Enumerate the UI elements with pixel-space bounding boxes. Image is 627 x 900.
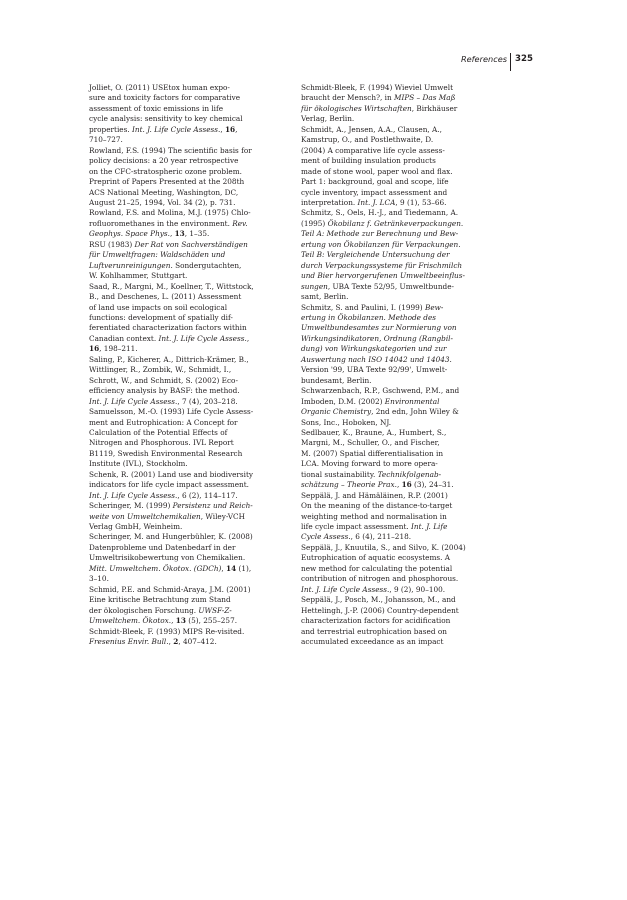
reference-entry (301, 595, 508, 647)
reference-text: August 21–25, 1994, Vol. 34 (2), p. 731. (89, 197, 236, 207)
reference-line (301, 522, 508, 532)
reference-text: (1995) (301, 218, 328, 228)
reference-line (89, 187, 294, 198)
reference-text: efficiency analysis by BASF: the method. (89, 386, 240, 396)
reference-text: Schmitz, S., Oels, H.-J., and Tiedemann, A. (301, 208, 459, 218)
italic-text: ertung in Ökobilanzen. Methode des (301, 312, 437, 322)
reference-line (89, 135, 294, 145)
reference-entry (89, 282, 294, 355)
reference-text: characterization factors for acidification (301, 616, 451, 626)
reference-text: Calculation of the Potential Effects of (89, 427, 228, 437)
italic-text: Luftverunreinigungen (89, 260, 171, 270)
reference-line (89, 542, 294, 553)
reference-line (301, 407, 508, 417)
reference-line (301, 103, 508, 114)
reference-line (89, 218, 294, 229)
reference-line (301, 396, 508, 407)
reference-line (301, 187, 508, 198)
italic-text: Wirkungsindikatoren, Ordnung (Rangbil- (301, 333, 453, 343)
reference-line (301, 417, 508, 428)
reference-line (301, 427, 508, 438)
reference-entry (301, 491, 508, 543)
reference-text: made of stone wool, paper wool and flax. (301, 166, 453, 176)
reference-text: , (220, 124, 225, 134)
reference-text: and terrestrial eutrophication based on (301, 626, 447, 636)
reference-entry (89, 240, 294, 282)
italic-text: für ökologisches Wirtschaften (301, 103, 412, 113)
reference-text: , 407–412. (178, 637, 217, 647)
italic-text: MIPS – Das Maß (393, 93, 456, 103)
reference-text: , 6 (2), 114–117. (177, 490, 238, 500)
reference-line (89, 197, 294, 208)
reference-entry (89, 208, 294, 239)
reference-line (301, 135, 508, 145)
italic-text: Teil B: Vergleichende Untersuchung der (301, 250, 450, 260)
italic-text: Ökobilanz f. Getränkeverpackungen. (327, 218, 464, 228)
reference-text: , UBA Texte 52/95, Umweltbunde- (327, 281, 454, 291)
reference-text: Canadian context. (89, 333, 159, 343)
italic-text: Int. J. LCA (357, 197, 396, 207)
bold-volume: 16 (401, 480, 412, 490)
reference-line (301, 323, 508, 333)
reference-text: Part 1: background, goal and scope, life (301, 177, 449, 187)
reference-text: , (171, 616, 176, 626)
reference-line (301, 156, 508, 166)
reference-text: Eine kritische Betrachtung zum Stand (89, 595, 231, 605)
reference-line (89, 354, 294, 365)
reference-text: , (235, 124, 238, 134)
reference-line (301, 501, 508, 511)
reference-line (301, 344, 508, 354)
reference-line (301, 114, 508, 124)
reference-line (301, 354, 508, 365)
reference-text: rofluoromethanes in the environment. (89, 218, 233, 228)
bold-volume: 14 (226, 563, 237, 573)
italic-text: schätzung – Theorie Prax. (301, 480, 397, 490)
reference-line (301, 229, 508, 239)
reference-line (301, 197, 508, 208)
reference-entry (301, 125, 508, 209)
reference-line (89, 375, 294, 386)
reference-text: (2004) A comparative life cycle assess- (301, 145, 445, 155)
bold-volume: 16 (89, 344, 100, 354)
reference-text: Imboden, D.M. (2002) (301, 396, 385, 406)
reference-line (301, 271, 508, 281)
reference-text: , (168, 637, 174, 647)
reference-line (301, 595, 508, 605)
reference-entry (89, 470, 294, 501)
italic-text: und Bier hervorgerufenen Umweltbeeinflus- (301, 271, 465, 281)
italic-text: Umweltbundesamtes zur Normierung von (301, 323, 457, 333)
bold-volume: 2 (173, 637, 179, 647)
reference-text: 710–727. (89, 135, 123, 145)
reference-text: Schmidt-Bleek, F. (1994) Wieviel Umwelt (301, 83, 453, 92)
reference-text: , 9 (2), 90–100. (389, 584, 446, 594)
reference-text: on the CFC-stratospheric ozone problem. (89, 166, 242, 176)
italic-text: Geophys. Space Phys. (89, 229, 170, 239)
reference-line (89, 156, 294, 166)
reference-text: tional sustainability. (301, 469, 378, 479)
reference-line (89, 177, 294, 187)
references-right-column (301, 83, 508, 647)
reference-line (301, 574, 508, 584)
reference-text: ferentiated characterization factors within (89, 323, 247, 333)
italic-text: Int. J. Life Cycle Assess. (158, 333, 247, 343)
reference-entry (301, 386, 508, 428)
reference-line (89, 616, 294, 626)
bold-volume: 13 (175, 616, 186, 626)
reference-line (89, 563, 294, 574)
reference-text: Umweltrisikobewertung von Chemikalien. (89, 553, 246, 563)
italic-text: Int. J. Life Cycle Assess. (89, 490, 178, 500)
reference-text: , 6 (4), 211–218. (350, 532, 412, 542)
reference-entry (301, 428, 508, 491)
reference-line (89, 574, 294, 584)
reference-text: policy decisions: a 20 year retrospective (89, 156, 239, 166)
reference-line (89, 407, 294, 417)
reference-line (301, 532, 508, 542)
page-number: 325 (515, 54, 533, 64)
reference-line (301, 375, 508, 386)
reference-text: functions: development of spatially dif- (89, 312, 233, 322)
italic-text: Auswertung nach ISO 14042 und 14043. (301, 354, 452, 364)
reference-entry (89, 407, 294, 470)
reference-line (89, 250, 294, 260)
reference-line (301, 145, 508, 156)
reference-line (301, 250, 508, 260)
reference-line (89, 114, 294, 124)
reference-line (89, 281, 294, 292)
reference-line (301, 166, 508, 177)
reference-line (301, 553, 508, 563)
italic-text: ertung von Ökobilanzen für Verpackungen. (301, 239, 461, 249)
reference-text: Hettelingh, J.-P. (2006) Country-dependent (301, 605, 459, 615)
reference-text: Datenprobleme und Datenbedarf in der (89, 542, 236, 552)
reference-entry (89, 355, 294, 407)
reference-text: , 7 (4), 203–218. (177, 396, 238, 406)
italic-text: Int. J. Life (411, 522, 448, 532)
italic-text: Organic Chemistry (301, 407, 372, 417)
reference-text: Seppälä, J., Posch, M., Johansson, M., and (301, 595, 456, 605)
reference-entry (301, 208, 508, 302)
reference-text: ment and Eutrophication: A Concept for (89, 417, 238, 427)
reference-entry (301, 83, 508, 125)
reference-text: Scheringer, M. (1999) (89, 501, 173, 511)
reference-line (89, 166, 294, 177)
section-title: References (460, 54, 507, 64)
reference-line (89, 490, 294, 501)
italic-text: Persistenz und Reich- (172, 501, 253, 511)
reference-text: indicators for life cycle impact assessment. (89, 480, 249, 490)
reference-line (89, 459, 294, 469)
bold-volume: 13 (174, 229, 185, 239)
reference-line (301, 542, 508, 553)
reference-text: Schmidt, A., Jensen, A.A., Clausen, A., (301, 124, 442, 134)
reference-line (89, 124, 294, 135)
reference-line (89, 229, 294, 239)
italic-text: Bew- (424, 302, 444, 312)
reference-text: , (246, 333, 250, 343)
reference-line (301, 469, 508, 480)
reference-line (89, 260, 294, 271)
reference-line (301, 333, 508, 344)
reference-line (301, 177, 508, 187)
reference-line (301, 605, 508, 616)
reference-line (301, 459, 508, 469)
reference-text: Schwarzenbach, R.P., Gschwend, P.M., and (301, 386, 460, 396)
italic-text: Der Rat von Sachverständigen (134, 239, 248, 249)
reference-text: , 1–35. (184, 229, 210, 239)
reference-line (301, 365, 508, 375)
reference-line (301, 386, 508, 396)
reference-text: (1), (236, 563, 252, 573)
reference-entry (89, 501, 294, 532)
reference-text: Preprint of Papers Presented at the 208th (89, 177, 245, 187)
reference-line (89, 323, 294, 333)
reference-text: B., and Deschenes, L. (2011) Assessment (89, 292, 242, 302)
reference-line (301, 438, 508, 448)
reference-line (89, 103, 294, 114)
running-header (0, 53, 627, 73)
reference-text: Saling, P., Kicherer, A., Dittrich-Krämer, B., (89, 354, 249, 364)
reference-line (301, 93, 508, 103)
reference-entry (301, 543, 508, 595)
reference-text: cycle inventory, impact assessment and (301, 187, 448, 197)
italic-text: Umweltchem. Ökotox. (89, 616, 172, 626)
reference-line (89, 501, 294, 511)
reference-line (301, 239, 508, 250)
italic-text: Int. J. Life Cycle Assess. (132, 124, 221, 134)
reference-line (89, 312, 294, 323)
references-left-column (89, 83, 294, 647)
reference-text: Schmidt-Bleek, F. (1993) MIPS Re-visited. (89, 626, 245, 636)
reference-text: , Wiley-VCH (200, 511, 245, 521)
reference-line (301, 511, 508, 522)
reference-line (89, 145, 294, 156)
italic-text: durch Verpackungssysteme für Frischmilch (301, 260, 463, 270)
reference-text: , (169, 229, 175, 239)
reference-line (301, 616, 508, 626)
reference-line (89, 302, 294, 313)
reference-text: contribution of nitrogen and phosphorous. (301, 574, 459, 584)
reference-text: B1119, Swedish Environmental Research (89, 448, 243, 458)
reference-line (301, 302, 508, 313)
reference-line (89, 626, 294, 637)
reference-text: Version '99, UBA Texte 92/99', Umwelt- (301, 365, 448, 375)
reference-text: cycle analysis: sensitivity to key chemical (89, 114, 243, 124)
italic-text: Cycle Assess. (301, 532, 351, 542)
reference-line (89, 208, 294, 218)
reference-line (301, 208, 508, 218)
reference-text: bundesamt, Berlin. (301, 375, 372, 385)
reference-text: On the meaning of the distance-to-target (301, 501, 453, 511)
reference-text: 3–10. (89, 574, 109, 584)
reference-text: accumulated exceedance as an impact (301, 637, 444, 647)
reference-line (89, 511, 294, 522)
reference-text: , (221, 563, 227, 573)
reference-text: Margni, M., Schuller, O., and Fischer, (301, 438, 440, 448)
italic-text: sungen (301, 281, 328, 291)
reference-line (89, 83, 294, 93)
italic-text: UWSF-Z- (198, 605, 232, 615)
reference-line (301, 83, 508, 93)
reference-text: Saad, R., Margni, M., Koellner, T., Wittstock, (89, 281, 254, 291)
reference-text: Samuelsson, M.-O. (1993) Life Cycle Assess- (89, 407, 254, 417)
reference-text: Jolliet, O. (2011) USEtox human expo- (89, 83, 230, 92)
header-divider (510, 53, 511, 71)
reference-line (89, 396, 294, 407)
reference-text: Wittlinger, R., Zombik, W., Schmidt, I., (89, 365, 232, 375)
reference-line (89, 427, 294, 438)
reference-text: Eutrophication of aquatic ecosystems. A (301, 553, 451, 563)
reference-line (301, 218, 508, 229)
reference-text: Schenk, R. (2001) Land use and biodiversity (89, 469, 254, 479)
reference-line (89, 469, 294, 480)
reference-text: , 2nd edn, John Wiley & (371, 407, 459, 417)
italic-text: Teil A: Methode zur Berechnung und Bew- (301, 229, 459, 239)
reference-text: weighting method and normalisation in (301, 511, 447, 521)
reference-line (89, 344, 294, 354)
reference-line (89, 595, 294, 605)
reference-entry (89, 627, 294, 648)
reference-text: , (396, 480, 402, 490)
reference-line (301, 292, 508, 302)
reference-line (89, 637, 294, 647)
reference-line (89, 605, 294, 616)
reference-text: Verlag, Berlin. (301, 114, 355, 124)
reference-text: Rowland, F.S. (1994) The scientific basis for (89, 145, 252, 155)
reference-text: interpretation. (301, 197, 358, 207)
reference-text: RSU (1983) (89, 239, 135, 249)
italic-text: Int. J. Life Cycle Assess. (89, 396, 178, 406)
reference-line (89, 584, 294, 595)
reference-line (89, 239, 294, 250)
reference-line (89, 417, 294, 428)
italic-text: Rev. (232, 218, 248, 228)
reference-text: M. (2007) Spatial differentialisation in (301, 448, 444, 458)
reference-line (89, 365, 294, 375)
reference-line (301, 260, 508, 271)
reference-text: samt, Berlin. (301, 292, 349, 302)
reference-line (301, 281, 508, 292)
reference-text: ment of building insulation products (301, 156, 436, 166)
reference-text: ACS National Meeting, Washington, DC, (89, 187, 239, 197)
reference-line (89, 386, 294, 396)
reference-text: , Birkhäuser (411, 103, 458, 113)
reference-text: (5), 255–257. (185, 616, 238, 626)
reference-line (301, 563, 508, 574)
reference-text: sure and toxicity factors for comparative (89, 93, 241, 103)
reference-line (89, 448, 294, 459)
reference-text: Institute (IVL), Stockholm. (89, 459, 188, 469)
reference-line (301, 490, 508, 501)
reference-text: (3), 24–31. (411, 480, 454, 490)
italic-text: Fresenius Envir. Bull. (89, 637, 169, 647)
reference-line (301, 480, 508, 490)
italic-text: Environmental (384, 396, 440, 406)
reference-text: properties. (89, 124, 132, 134)
italic-text: Mitt. Umweltchem. Ökotox. (GDCh) (89, 563, 222, 573)
reference-text: Kamstrup, O., and Postlethwaite, D. (301, 135, 434, 145)
reference-entry (89, 585, 294, 627)
reference-text: der ökologischen Forschung. (89, 605, 199, 615)
reference-text: W. Kohlhammer, Stuttgart. (89, 271, 188, 281)
reference-line (301, 626, 508, 637)
reference-text: , 198–211. (99, 344, 138, 354)
reference-text: Seppälä, J. and Hämäläinen, R.P. (2001) (301, 490, 448, 500)
reference-line (89, 438, 294, 448)
reference-line (301, 448, 508, 459)
italic-text: Technikfolgenab- (377, 469, 442, 479)
reference-line (89, 271, 294, 281)
reference-text: Nitrogen and Phosphorous. IVL Report (89, 438, 234, 448)
reference-entry (89, 532, 294, 584)
reference-line (89, 480, 294, 490)
reference-text: , 9 (1), 53–66. (395, 197, 447, 207)
italic-text: Int. J. Life Cycle Assess. (301, 584, 390, 594)
reference-line (301, 312, 508, 323)
reference-line (301, 637, 508, 647)
italic-text: weite von Umweltchemikalien (89, 511, 201, 521)
bold-volume: 16 (224, 124, 236, 134)
reference-entry (89, 146, 294, 209)
reference-text: Rowland, F.S. and Molina, M.J. (1975) Chlo- (89, 208, 251, 218)
reference-line (89, 93, 294, 103)
reference-text: Sedlbauer, K., Braune, A., Humbert, S., (301, 427, 447, 437)
italic-text: für Umweltfragen: Waldschäden und (89, 250, 226, 260)
reference-text: new method for calculating the potential (301, 563, 453, 573)
reference-text: . Sondergutachten, (170, 260, 242, 270)
italic-text: dung) von Wirkungskategorien und zur (301, 344, 447, 354)
reference-text: life cycle impact assessment. (301, 522, 412, 532)
reference-entry (301, 303, 508, 387)
reference-text: LCA. Moving forward to more opera- (301, 459, 438, 469)
reference-line (89, 292, 294, 302)
reference-line (89, 333, 294, 344)
reference-line (89, 522, 294, 532)
reference-line (301, 124, 508, 135)
reference-text: Verlag GmbH, Weinheim. (89, 522, 183, 532)
reference-text: Schrott, W., and Schmidt, S. (2002) Eco- (89, 375, 238, 385)
reference-text: braucht der Mensch?, in (301, 93, 394, 103)
reference-line (301, 584, 508, 595)
reference-line (89, 553, 294, 563)
reference-text: Scheringer, M. and Hungerbühler, K. (2008) (89, 532, 253, 542)
reference-entry (89, 83, 294, 146)
reference-text: Seppälä, J., Knuutila, S., and Silvo, K. (2004) (301, 542, 466, 552)
reference-text: Schmitz, S. and Paulini, I. (1999) (301, 302, 425, 312)
reference-text: Schmid, P.E. and Schmid-Araya, J.M. (2001) (89, 584, 251, 594)
reference-line (89, 532, 294, 542)
reference-text: of land use impacts on soil ecological (89, 302, 228, 312)
reference-text: assessment of toxic emissions in life (89, 103, 224, 113)
reference-text: Sons, Inc., Hoboken, NJ. (301, 417, 392, 427)
